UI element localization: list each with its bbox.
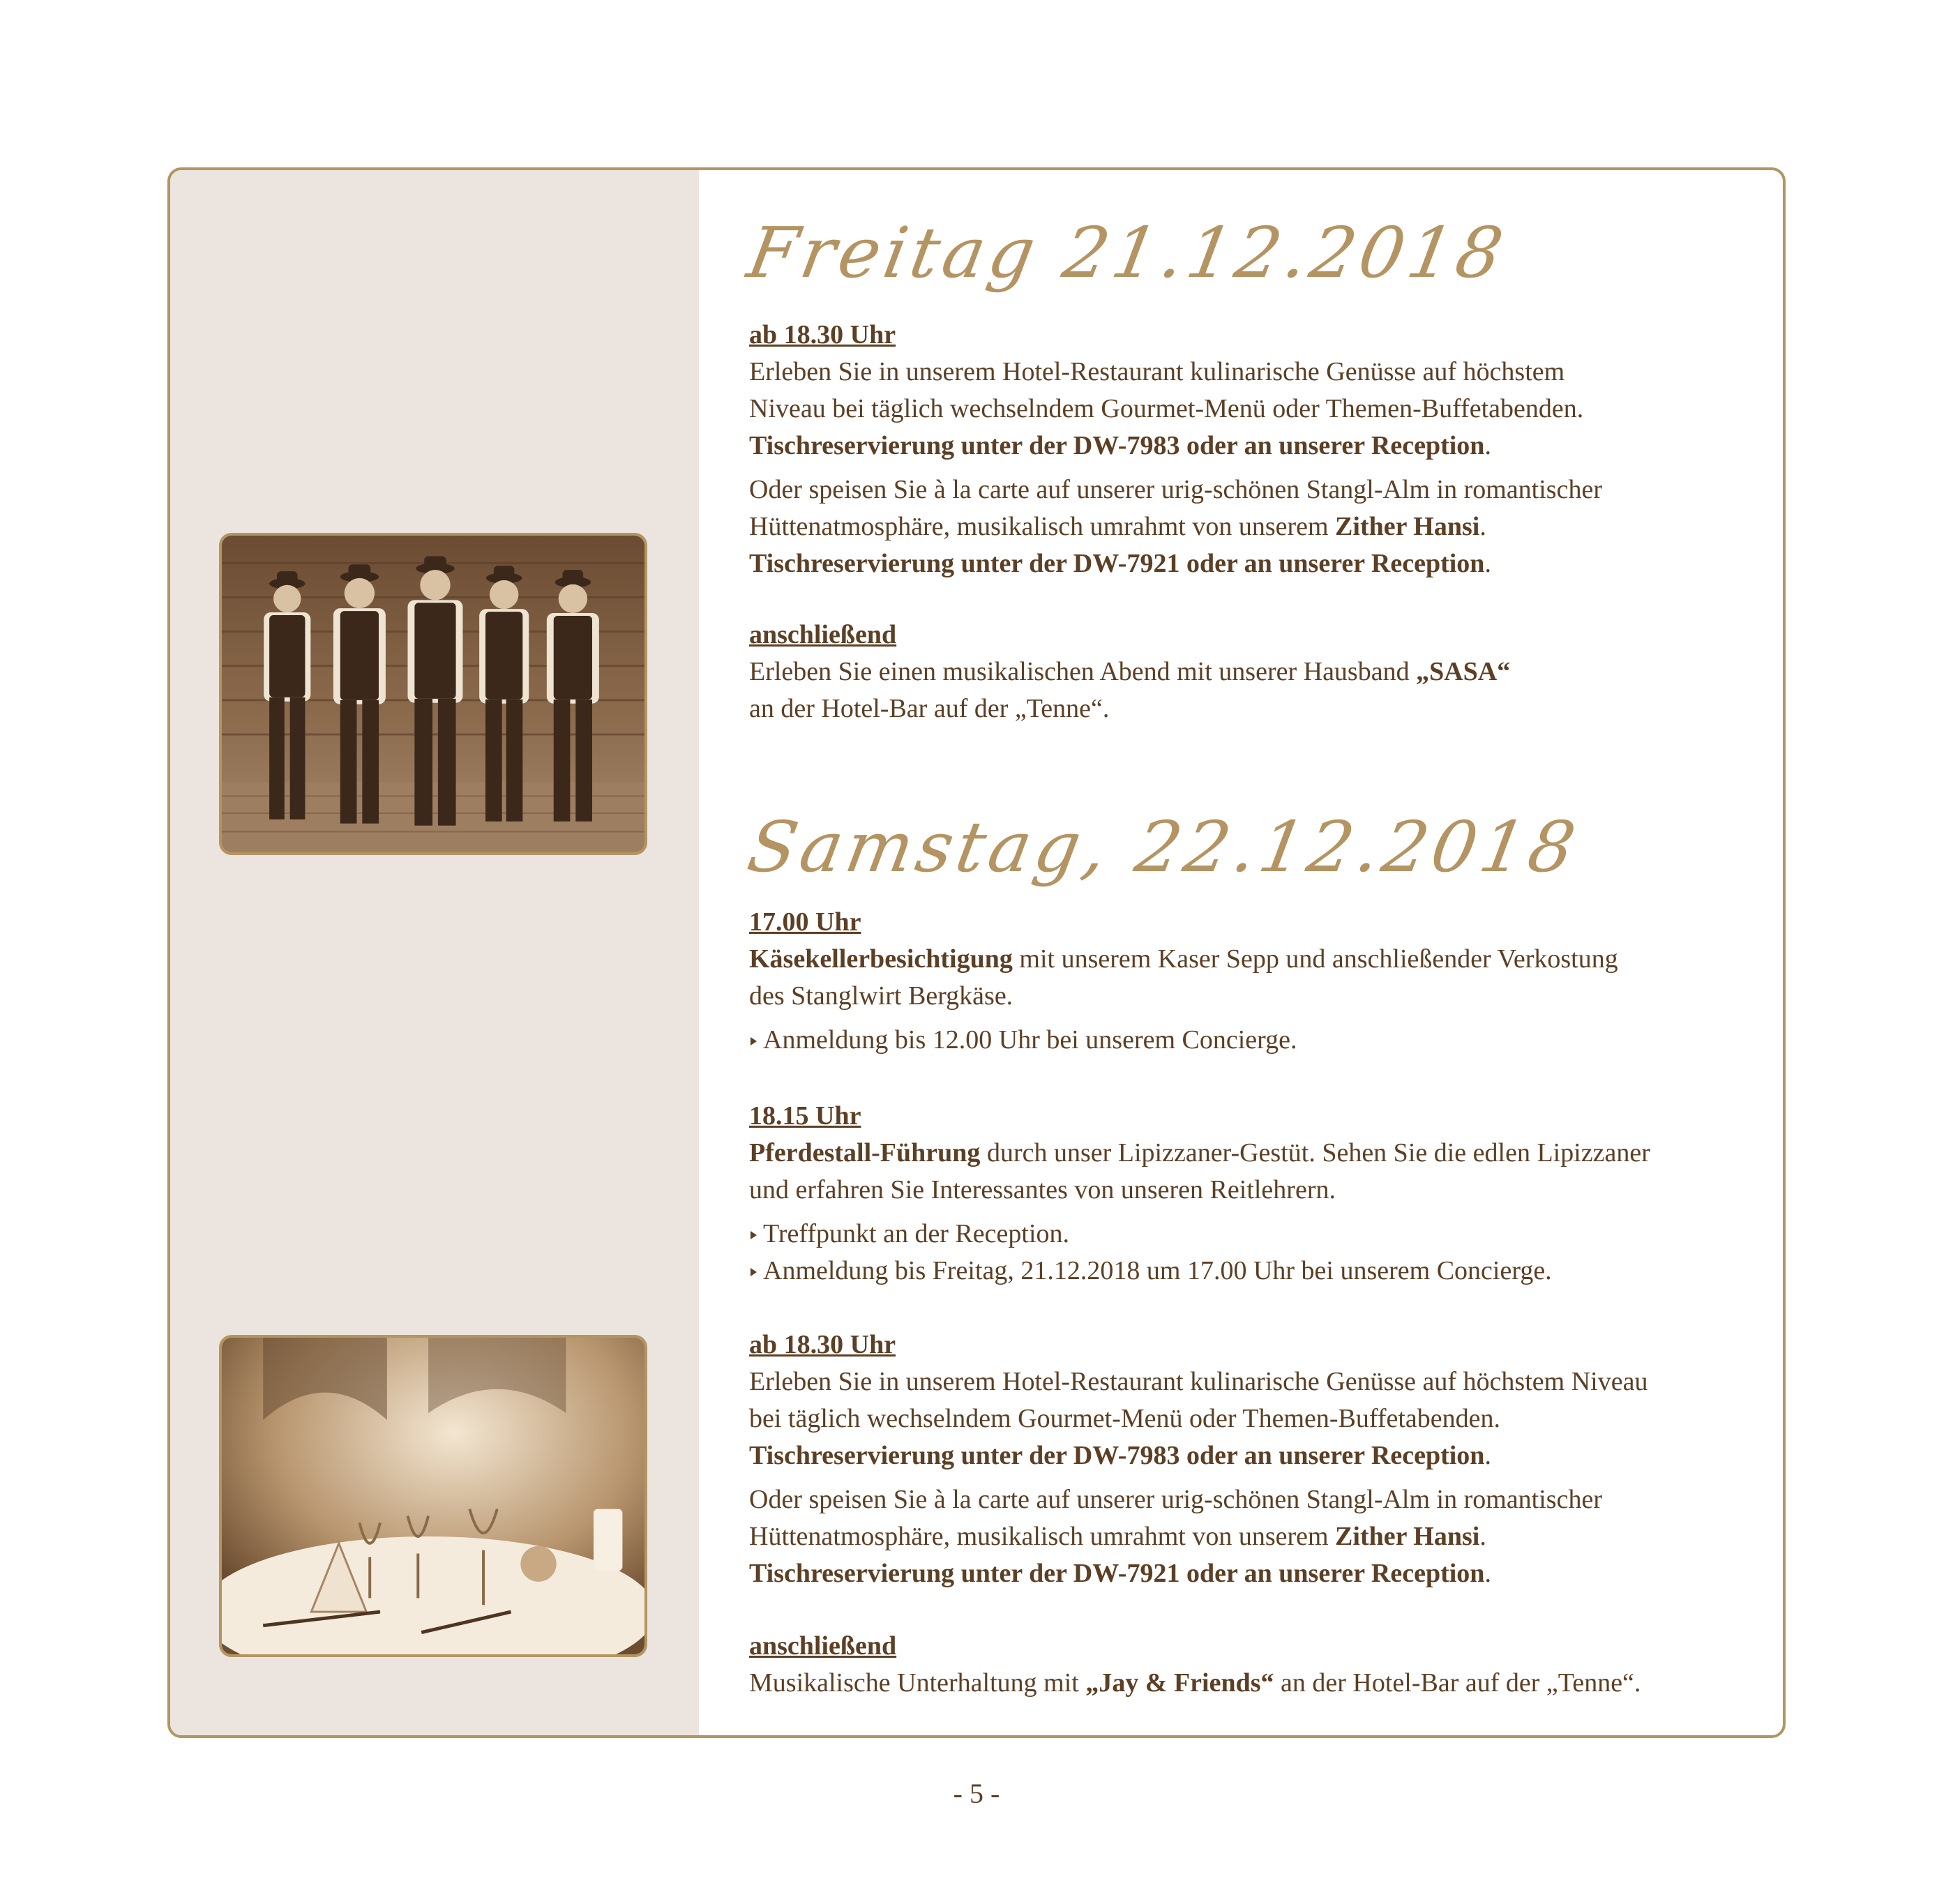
text-line: des Stanglwirt Bergkäse. <box>749 981 1013 1011</box>
text-line: Erleben Sie in unserem Hotel-Restaurant kulinarische Genüsse auf höchstem <box>749 357 1565 386</box>
bullet-item: Anmeldung bis 12.00 Uhr bei unserem Concierge. <box>749 1022 1767 1059</box>
reservation-line: Tischreservierung unter der DW-7983 oder an unserer Reception. <box>749 1441 1491 1470</box>
band-photo <box>219 533 647 855</box>
text-line: Pferdestall-Führung durch unser Lipizzaner-Gestüt. Sehen Sie die edlen Lipizzaner <box>749 1138 1650 1168</box>
day-heading-saturday: Samstag, 22.12.2018 <box>741 806 1585 888</box>
saturday-cheese-section <box>749 904 1767 1059</box>
text-line: Musikalische Unterhaltung mit „Jay & Friends“ an der Hotel-Bar auf der „Tenne“. <box>749 1668 1641 1698</box>
friday-dinner-section <box>749 317 1767 582</box>
text-line: Hüttenatmosphäre, musikalisch umrahmt von unserem Zither Hansi. <box>749 512 1486 541</box>
program-frame <box>167 167 1786 1738</box>
text-line: Oder speisen Sie à la carte auf unserer urig-schönen Stangl-Alm in romantischer <box>749 475 1602 504</box>
time-label: 18.15 Uhr <box>749 1101 861 1131</box>
time-label: ab 18.30 Uhr <box>749 1330 896 1359</box>
time-label: ab 18.30 Uhr <box>749 320 896 349</box>
text-line: an der Hotel-Bar auf der „Tenne“. <box>749 694 1110 723</box>
reservation-line: Tischreservierung unter der DW-7921 oder an unserer Reception. <box>749 549 1491 578</box>
saturday-music-section <box>749 1628 1767 1702</box>
time-label: anschließend <box>749 1631 897 1661</box>
friday-music-section <box>749 617 1767 727</box>
text-line: Oder speisen Sie à la carte auf unserer urig-schönen Stangl-Alm in romantischer <box>749 1485 1602 1514</box>
page-number: - 5 - <box>953 1778 1000 1809</box>
text-line: Hüttenatmosphäre, musikalisch umrahmt von unserem Zither Hansi. <box>749 1522 1486 1551</box>
time-label: 17.00 Uhr <box>749 907 861 937</box>
text-line: Erleben Sie einen musikalischen Abend mit unserer Hausband „SASA“ <box>749 657 1511 686</box>
bullet-item: Anmeldung bis Freitag, 21.12.2018 um 17.00 Uhr bei unserem Concierge. <box>749 1253 1767 1290</box>
bullet-item: Treffpunkt an der Reception. <box>749 1216 1767 1253</box>
time-label: anschließend <box>749 620 897 649</box>
reservation-line: Tischreservierung unter der DW-7983 oder an unserer Reception. <box>749 431 1491 460</box>
text-line: Erleben Sie in unserem Hotel-Restaurant kulinarische Genüsse auf höchstem Niveau <box>749 1367 1648 1396</box>
text-line: und erfahren Sie Interessantes von unseren Reitlehrern. <box>749 1175 1336 1204</box>
text-line: bei täglich wechselndem Gourmet-Menü oder Themen-Buffetabenden. <box>749 1404 1501 1433</box>
side-panel <box>170 170 699 1735</box>
saturday-dinner-section <box>749 1327 1767 1592</box>
day-heading-friday: Freitag 21.12.2018 <box>741 212 1513 294</box>
saturday-stable-section <box>749 1098 1767 1290</box>
text-line: Niveau bei täglich wechselndem Gourmet-Menü oder Themen-Buffetabenden. <box>749 394 1584 423</box>
dining-photo <box>219 1335 647 1657</box>
reservation-line: Tischreservierung unter der DW-7921 oder an unserer Reception. <box>749 1559 1491 1588</box>
text-line: Käsekellerbesichtigung mit unserem Kaser Sepp und anschließender Verkostung <box>749 944 1618 974</box>
